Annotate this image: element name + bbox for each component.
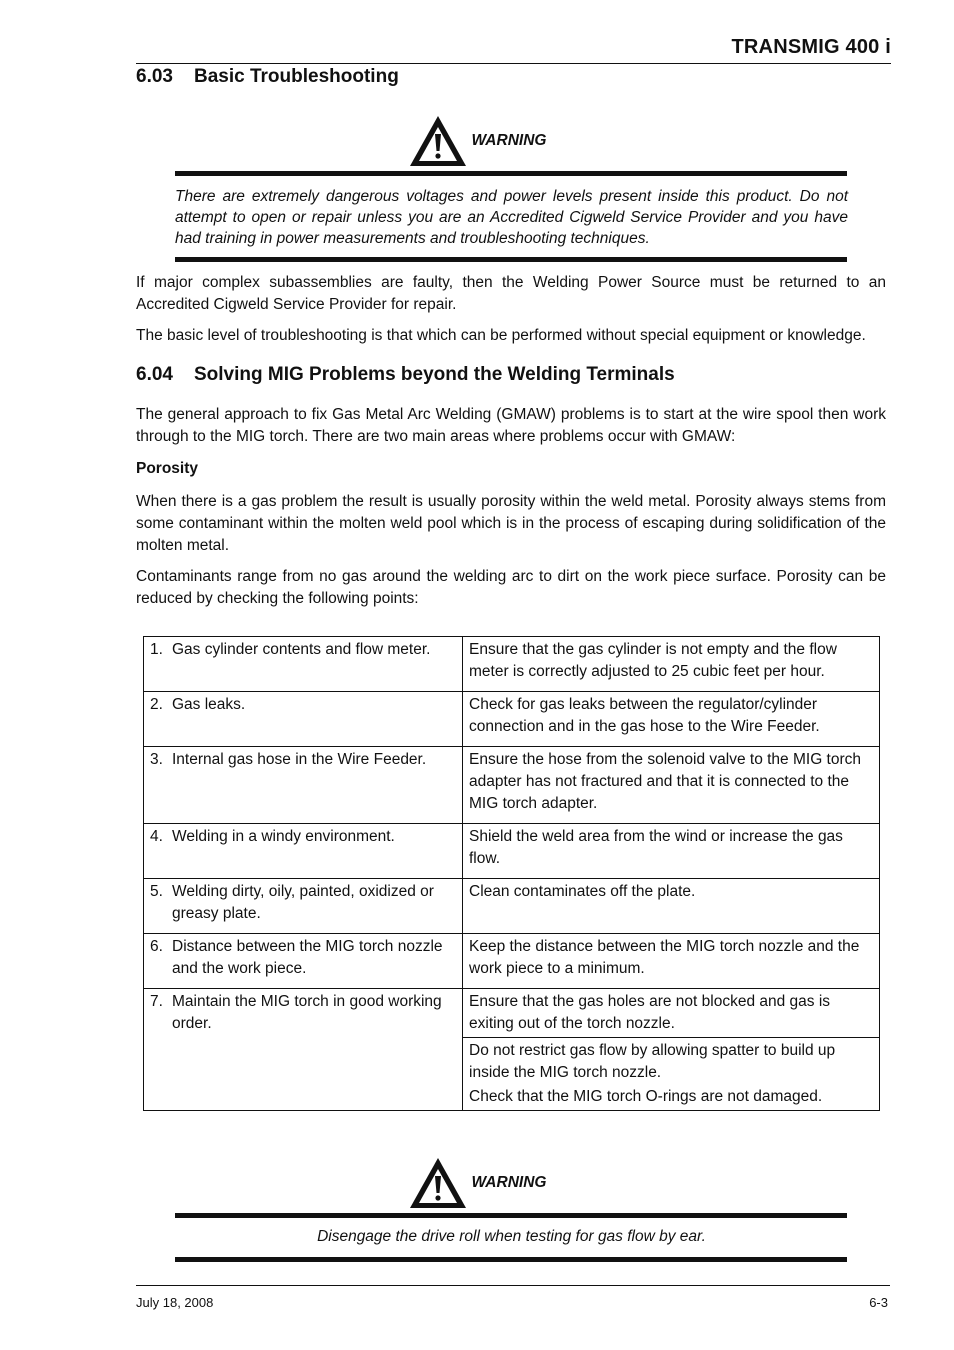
table-row — [144, 934, 880, 989]
warning-rule-top — [175, 171, 847, 176]
item-number: 5. — [150, 883, 163, 900]
table-row — [144, 747, 880, 824]
remedy-cell: Shield the weld area from the wind or increase the gas flow. — [463, 824, 880, 879]
warning-rule-bottom — [175, 1257, 847, 1262]
remedy-cell: Clean contaminates off the plate. — [463, 879, 880, 934]
problem-text: Distance between the MIG torch nozzle and the work piece. — [172, 938, 443, 977]
section-heading-603 — [136, 66, 399, 88]
footer-date: July 18, 2008 — [136, 1295, 214, 1310]
porosity-subheading: Porosity — [136, 460, 199, 477]
table-row — [144, 824, 880, 879]
porosity-checklist-table — [143, 636, 880, 1111]
item-number: 6. — [150, 938, 163, 955]
remedy-cell: Ensure the hose from the solenoid valve to the MIG torch adapter has not fractured and that it is connected to the MIG torch adapter. — [463, 747, 880, 824]
remedy-cell: Check for gas leaks between the regulator/cylinder connection and in the gas hose to the Wire Feeder. — [463, 692, 880, 747]
table-row — [144, 637, 880, 692]
problem-cell — [144, 824, 463, 879]
warning-header-1 — [0, 114, 954, 168]
problem-cell — [144, 637, 463, 692]
footer-rule — [136, 1285, 890, 1286]
problem-cell — [144, 934, 463, 989]
paragraph-subassemblies: If major complex subassemblies are faulty, then the Welding Power Source must be returned to an Accredited Cigweld Service Provider for repair. — [136, 274, 886, 313]
problem-text: Gas cylinder contents and flow meter. — [172, 641, 431, 658]
warning-text: There are extremely dangerous voltages and power levels present inside this product. Do not attempt to open or repair unless you are an Accredited Cigweld Service Provider and you have had training in power measurements and troubleshooting techniques. — [175, 188, 848, 247]
header-rule — [136, 63, 891, 64]
table-row — [144, 692, 880, 747]
warning-label: WARNING — [471, 132, 547, 149]
remedy-text: Do not restrict gas flow by allowing spatter to build up inside the MIG torch nozzle. — [469, 1042, 836, 1081]
warning-triangle-icon — [408, 114, 468, 168]
warning-rule-top — [175, 1213, 847, 1218]
problem-text: Welding in a windy environment. — [172, 828, 395, 845]
paragraph-basic-level: The basic level of troubleshooting is that which can be performed without special equipment or knowledge. — [136, 327, 866, 344]
section-number: 6.03 — [136, 66, 173, 87]
remedy-cell: Keep the distance between the MIG torch nozzle and the work piece to a minimum. — [463, 934, 880, 989]
warning-header-2 — [0, 1156, 954, 1210]
problem-text: Gas leaks. — [172, 696, 246, 713]
remedy-text: Check that the MIG torch O-rings are not damaged. — [469, 1088, 823, 1105]
warning-label: WARNING — [471, 1174, 547, 1191]
remedy-cell: Ensure that the gas cylinder is not empty and the flow meter is correctly adjusted to 25 cubic feet per hour. — [463, 637, 880, 692]
item-number: 2. — [150, 696, 163, 713]
paragraph-porosity: When there is a gas problem the result is usually porosity within the weld metal. Porosity always stems from some contaminant within the molten weld pool which is in the process of escaping during solidification of the molten metal. — [136, 493, 886, 554]
remedy-cell: Ensure that the gas holes are not blocked and gas is exiting out of the torch nozzle. — [463, 989, 880, 1038]
table-row — [144, 989, 880, 1038]
section-title: Solving MIG Problems beyond the Welding Terminals — [194, 364, 675, 385]
item-number: 3. — [150, 751, 163, 768]
problem-cell — [144, 879, 463, 934]
problem-cell — [144, 747, 463, 824]
document-title: TRANSMIG 400 i — [731, 36, 891, 58]
problem-cell — [144, 692, 463, 747]
item-number: 7. — [150, 993, 163, 1010]
paragraph-contaminants: Contaminants range from no gas around the welding arc to dirt on the work piece surface. Porosity can be reduced by checking the following points: — [136, 568, 886, 607]
problem-cell — [144, 989, 463, 1111]
problem-text: Maintain the MIG torch in good working order. — [172, 993, 442, 1032]
section-heading-604 — [136, 364, 675, 386]
item-number: 1. — [150, 641, 163, 658]
problem-text: Welding dirty, oily, painted, oxidized or greasy plate. — [172, 883, 434, 922]
section-title: Basic Troubleshooting — [194, 66, 399, 87]
table-row — [144, 879, 880, 934]
problem-text: Internal gas hose in the Wire Feeder. — [172, 751, 427, 768]
section-number: 6.04 — [136, 364, 173, 385]
item-number: 4. — [150, 828, 163, 845]
warning-rule-bottom — [175, 257, 847, 262]
paragraph-general-approach: The general approach to fix Gas Metal Arc Welding (GMAW) problems is to start at the wire spool then work through to the MIG torch. There are two main areas where problems occur with GMAW: — [136, 406, 886, 445]
warning-text: Disengage the drive roll when testing for gas flow by ear. — [317, 1228, 706, 1245]
remedy-cell — [463, 1038, 880, 1111]
page-number: 6-3 — [869, 1295, 888, 1310]
warning-triangle-icon — [408, 1156, 468, 1210]
